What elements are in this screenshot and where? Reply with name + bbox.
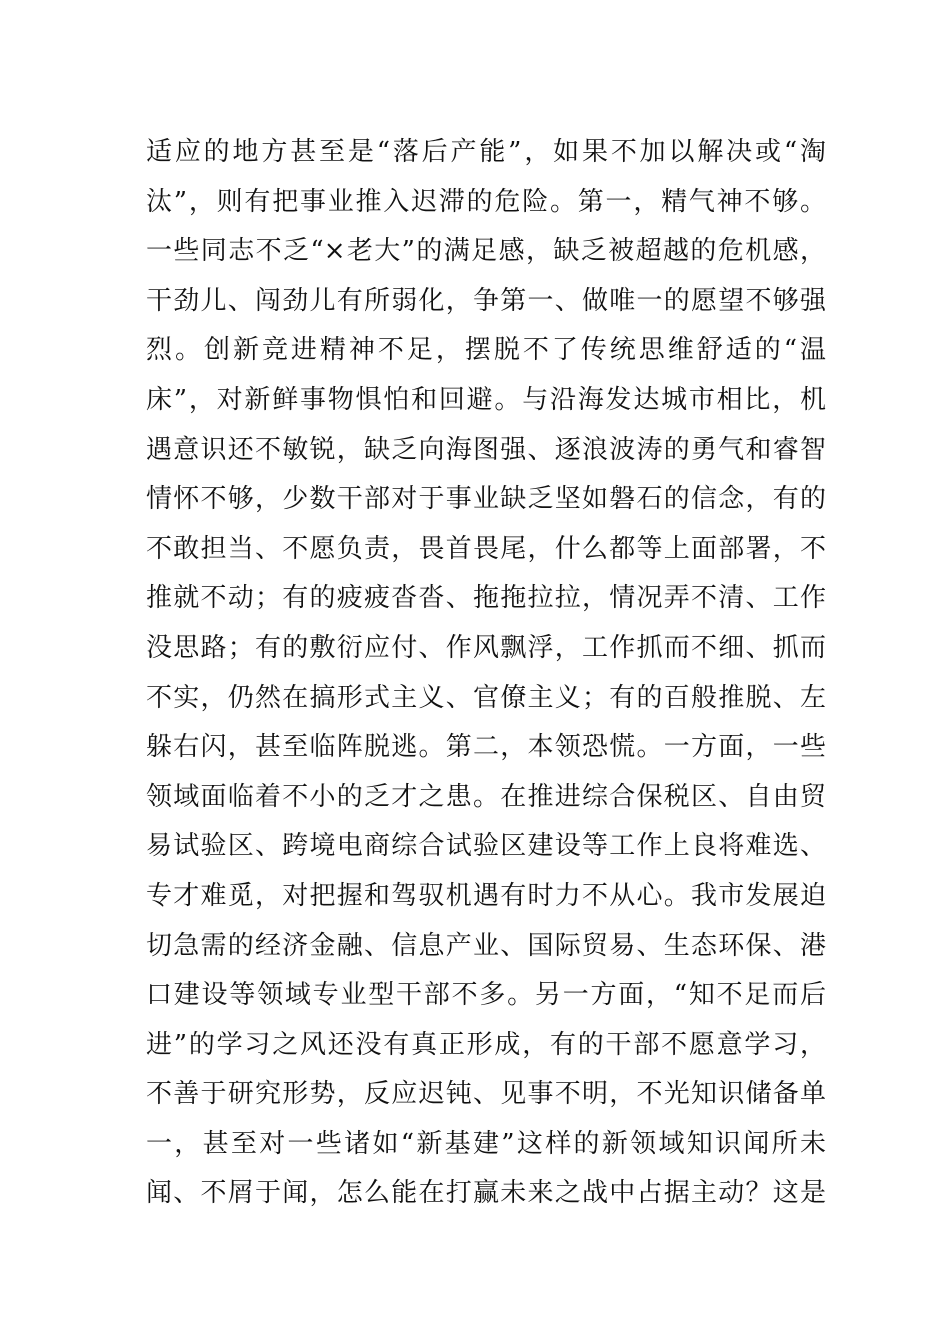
text-line-9: 不敢担当、不愿负责，畏首畏尾，什么都等上面部署，不 [146,533,826,564]
text-line-17: 切急需的经济金融、信息产业、国际贸易、生态环保、港 [146,930,826,961]
text-line-20: 不善于研究形势，反应迟钝、见事不明，不光知识储备单 [146,1079,826,1110]
text-line-8: 情怀不够，少数干部对于事业缺乏坚如磐石的信念，有的 [146,484,826,515]
text-line-13: 躲右闪，甚至临阵脱逃。第二，本领恐慌。一方面，一些 [146,732,826,763]
text-line-22: 闻、不屑于闻，怎么能在打赢未来之战中占据主动？这是 [146,1178,826,1209]
text-line-18: 口建设等领域专业型干部不多。另一方面，“知不足而后 [146,980,826,1011]
text-line-16: 专才难觅，对把握和驾驭机遇有时力不从心。我市发展迫 [146,880,826,911]
body-text [146,128,826,1219]
text-line-14: 领域面临着不小的乏才之患。在推进综合保税区、自由贸 [146,781,826,812]
text-line-11: 没思路；有的敷衍应付、作风飘浮，工作抓而不细、抓而 [146,632,826,663]
text-line-2: 汰”，则有把事业推入迟滞的危险。第一，精气神不够。 [146,186,826,217]
text-line-12: 不实，仍然在搞形式主义、官僚主义；有的百般推脱、左 [146,682,826,713]
text-line-6: 床”，对新鲜事物惧怕和回避。与沿海发达城市相比，机 [146,384,826,415]
text-line-21: 一，甚至对一些诸如“新基建”这样的新领域知识闻所未 [146,1128,826,1159]
text-line-19: 进”的学习之风还没有真正形成，有的干部不愿意学习， [146,1029,826,1060]
text-line-7: 遇意识还不敏锐，缺乏向海图强、逐浪波涛的勇气和睿智 [146,434,826,465]
text-line-10: 推就不动；有的疲疲沓沓、拖拖拉拉，情况弄不清、工作 [146,583,826,614]
text-line-5: 烈。创新竞进精神不足，摆脱不了传统思维舒适的“温 [146,335,826,366]
text-line-1: 适应的地方甚至是“落后产能”，如果不加以解决或“淘 [146,137,826,167]
text-line-15: 易试验区、跨境电商综合试验区建设等工作上良将难选、 [146,831,826,862]
text-line-3: 一些同志不乏“×老大”的满足感，缺乏被超越的危机感， [146,236,826,267]
text-line-4: 干劲儿、闯劲儿有所弱化，争第一、做唯一的愿望不够强 [146,285,826,316]
